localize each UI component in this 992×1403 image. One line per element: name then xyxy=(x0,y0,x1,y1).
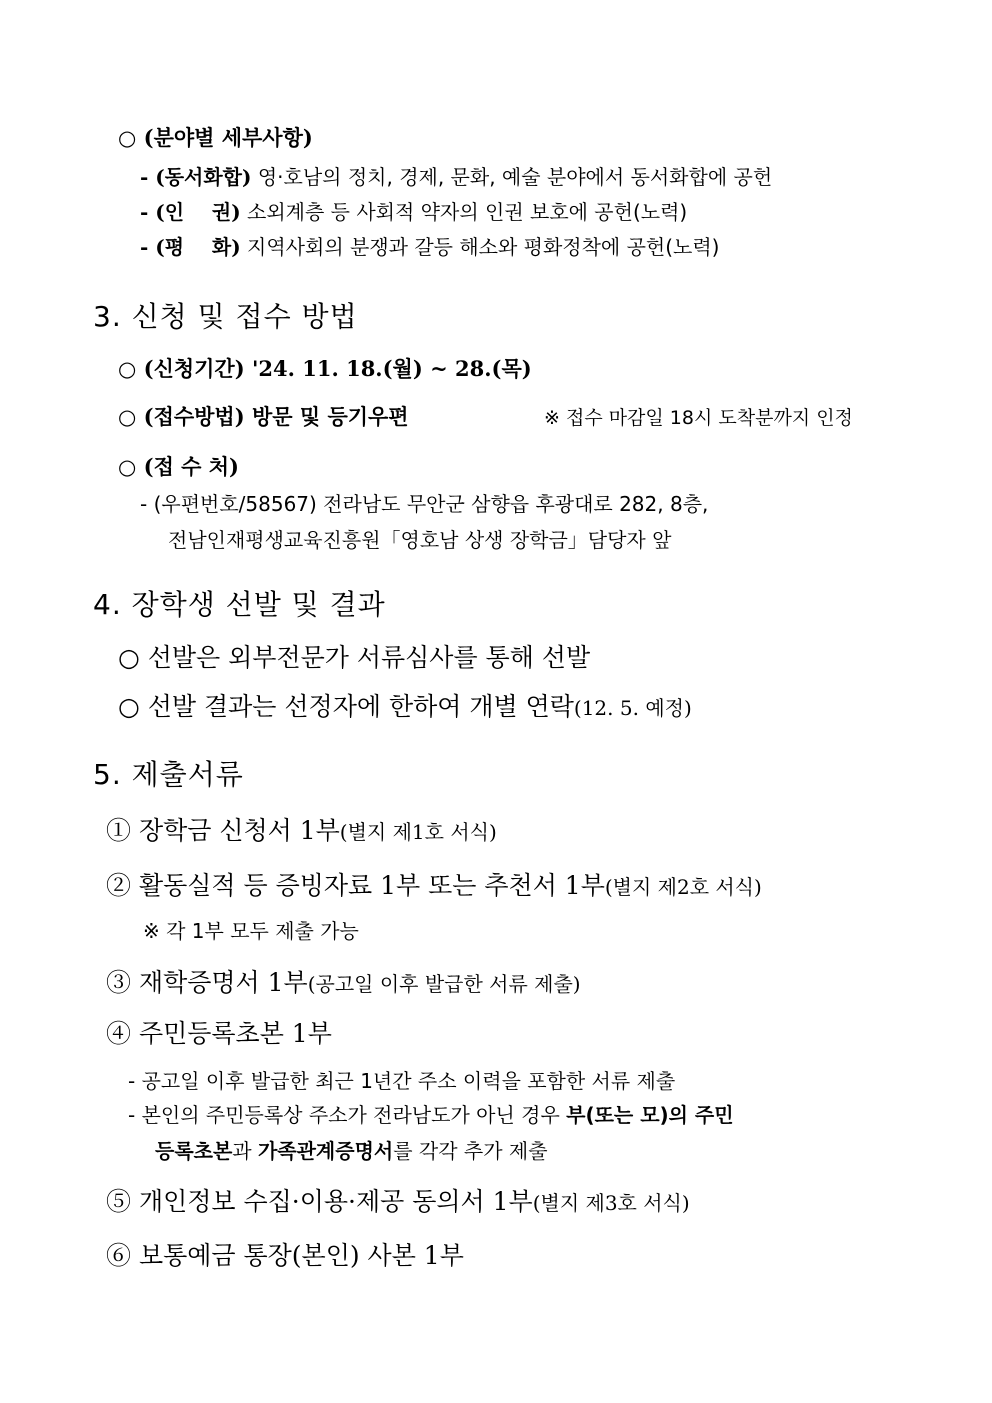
selection-item-2-text: ○ 선발 결과는 선정자에 한하여 개별 연락 xyxy=(118,692,574,721)
field-item-label: - (평 화) xyxy=(140,235,241,259)
section5-title: 5. 제출서류 xyxy=(93,758,244,791)
selection-item-1: ○ 선발은 외부전문가 서류심사를 통해 선발 xyxy=(118,643,591,672)
document-4-sub-1: - 공고일 이후 발급한 최근 1년간 주소 이력을 포함한 서류 제출 xyxy=(128,1069,676,1093)
address-line-1: - (우편번호/58567) 전라남도 무안군 삼향읍 후광대로 282, 8층, xyxy=(140,492,709,516)
document-2-note: ※ 각 1부 모두 제출 가능 xyxy=(143,919,359,943)
field-item-label: - (인 권) xyxy=(140,200,241,224)
document-4-sub-2-text: - 본인의 주민등록상 주소가 전라남도가 아닌 경우 xyxy=(128,1103,567,1127)
application-period: ○ (신청기간) '24. 11. 18.(월) ~ 28.(목) xyxy=(118,356,532,381)
resident-abstract-bold: 등록초본 xyxy=(155,1139,233,1163)
submission-method xyxy=(118,406,409,427)
field-item-text: 영·호남의 정치, 경제, 문화, 예술 분야에서 동서화합에 공헌 xyxy=(257,165,773,189)
document-3-tail: (공고일 이후 발급한 서류 제출) xyxy=(307,972,581,996)
field-details-heading: ○ (분야별 세부사항) xyxy=(118,125,313,150)
section3-title: 3. 신청 및 접수 방법 xyxy=(93,300,358,333)
submission-method-text: ○ (접수방법) 방문 및 등기우편 xyxy=(118,404,409,429)
document-2 xyxy=(106,873,762,898)
document-4-sub-3-and: 과 xyxy=(232,1139,258,1163)
document-2-text: ② 활동실적 등 증빙자료 1부 또는 추천서 1부 xyxy=(106,871,605,900)
field-item-text: 지역사회의 분쟁과 갈등 해소와 평화정착에 공헌(노력) xyxy=(247,235,720,259)
document-5-text: ⑤ 개인정보 수집·이용·제공 동의서 1부 xyxy=(106,1187,533,1216)
document-2-tail: (별지 제2호 서식) xyxy=(604,875,762,899)
section4-title: 4. 장학생 선발 및 결과 xyxy=(93,588,386,621)
submission-place: ○ (접 수 처) xyxy=(118,454,239,479)
document-4: ④ 주민등록초본 1부 xyxy=(106,1019,332,1048)
family-relation-cert-bold: 가족관계증명서 xyxy=(257,1139,394,1163)
document-3 xyxy=(106,970,581,995)
document-5 xyxy=(106,1189,690,1214)
field-item-text: 소외계층 등 사회적 약자의 인권 보호에 공헌(노력) xyxy=(247,200,688,224)
document-3-text: ③ 재학증명서 1부 xyxy=(106,968,308,997)
document-4-sub-3-tail: 를 각각 추가 제출 xyxy=(393,1139,548,1163)
document-4-sub-2-bold: 부(또는 모)의 주민 xyxy=(566,1103,734,1127)
address-line-2: 전남인재평생교육진흥원「영호남 상생 장학금」담당자 앞 xyxy=(168,528,672,552)
document-6: ⑥ 보통예금 통장(본인) 사본 1부 xyxy=(106,1241,464,1270)
document-5-tail: (별지 제3호 서식) xyxy=(532,1191,690,1215)
document-1-text: ① 장학금 신청서 1부 xyxy=(106,816,340,845)
selection-item-2 xyxy=(118,694,692,719)
document-4-sub-3 xyxy=(155,1141,548,1161)
field-item-peace xyxy=(140,237,719,257)
field-item-human-rights xyxy=(140,202,687,222)
document-1-tail: (별지 제1호 서식) xyxy=(339,820,497,844)
submission-deadline-note: ※ 접수 마감일 18시 도착분까지 인정 xyxy=(544,407,853,429)
field-item-east-west xyxy=(140,167,772,187)
document-4-sub-2 xyxy=(128,1105,734,1125)
field-item-label: - (동서화합) xyxy=(140,165,252,189)
selection-item-2-tail: (12. 5. 예정) xyxy=(573,696,692,720)
document-1 xyxy=(106,818,497,843)
